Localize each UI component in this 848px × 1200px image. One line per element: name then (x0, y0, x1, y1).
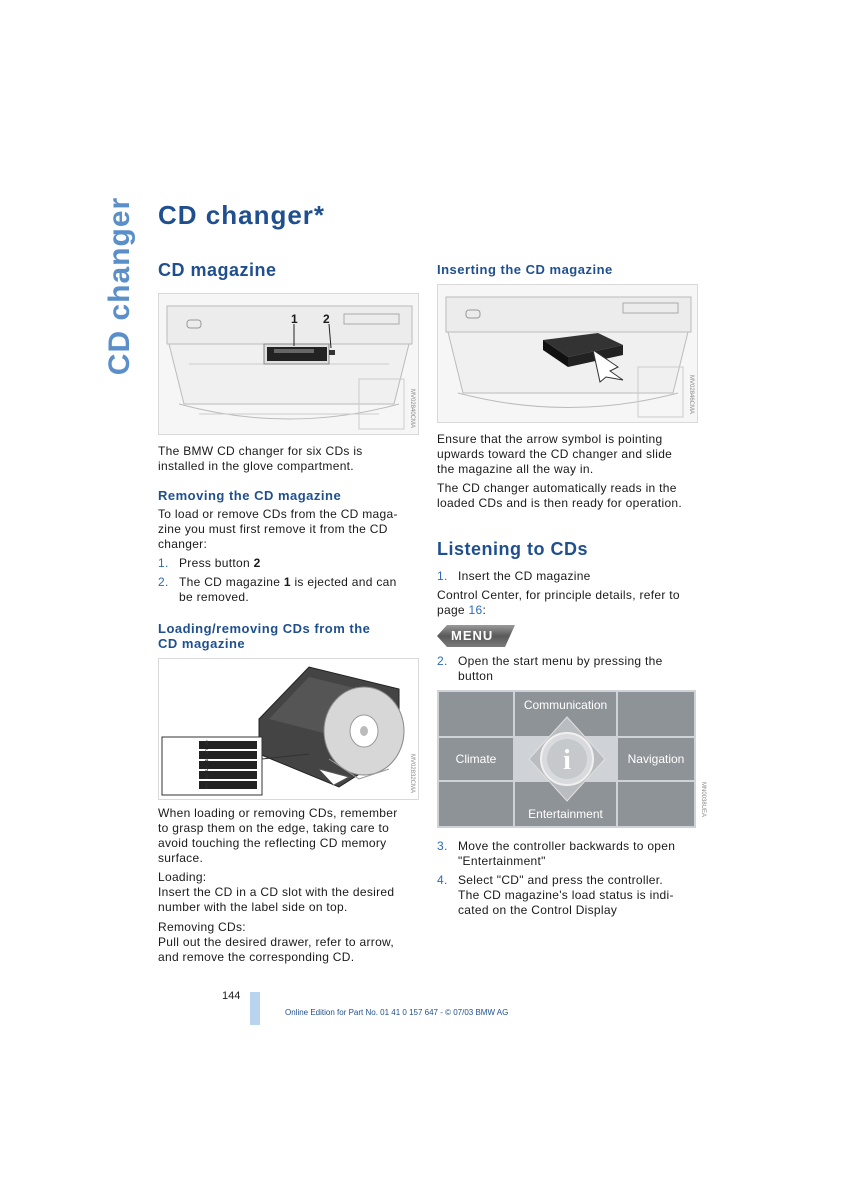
inserting-text: Ensure that the arrow symbol is pointing upwards toward the CD changer and slide the magazine all the way in. (437, 432, 673, 476)
cd-magazine-heading: CD magazine (158, 260, 277, 280)
glove-compartment-illustration (159, 294, 418, 434)
menu-button-graphic (437, 625, 515, 647)
insert-magazine-figure (437, 284, 698, 423)
slot-numbers: 6 5 4 3 2 1 (205, 741, 209, 790)
menu-climate[interactable]: Climate (439, 738, 513, 780)
menu-navigation[interactable]: Navigation (618, 738, 694, 780)
menu-cell-blank (618, 692, 694, 736)
listen-step-2: 2. Open the start menu by pressing the button (437, 654, 663, 683)
auto-read-text: The CD changer automatically reads in the loaded CDs and is then ready for operation. (437, 481, 683, 510)
side-chapter-title: CD changer (103, 196, 136, 376)
footer-text: Online Edition for Part No. 01 41 0 157 647 - © 07/03 BMW AG (285, 1008, 509, 1017)
loading-instructions: Loading: Insert the CD in a CD slot with the desired number with the label side on top. (158, 870, 395, 914)
remove-step-2: 2. The CD magazine 1 is ejected and can be removed. (158, 575, 397, 604)
menu-label: MENU (451, 628, 494, 643)
inserting-heading: Inserting the CD magazine (437, 262, 613, 277)
menu-communication[interactable]: Communication (515, 692, 616, 736)
glove-compartment-figure (158, 293, 419, 435)
listen-step-4: 4. Select "CD" and press the controller. The CD magazine's load status is indi- cated on the Control Display (437, 873, 674, 917)
loading-text: When loading or removing CDs, remember to grasp them on the edge, taking care to avoid touching the reflecting CD memory surface. (158, 806, 398, 865)
intro-text: The BMW CD changer for six CDs is installed in the glove compartment. (158, 444, 363, 473)
page-number: 144 (222, 990, 241, 1002)
figure-code: MV02832CMA (409, 754, 415, 794)
menu-cell-blank (439, 782, 513, 826)
removing-text: To load or remove CDs from the CD maga- zine you must first remove it from the CD changer: (158, 507, 398, 551)
magazine-figure (158, 658, 419, 800)
listening-heading: Listening to CDs (437, 539, 588, 559)
menu-cell-blank (618, 782, 694, 826)
removing-instructions: Removing CDs: Pull out the desired drawer, refer to arrow, and remove the corresponding CD. (158, 920, 394, 964)
listen-step-3: 3. Move the controller backwards to open "Entertainment" (437, 839, 676, 868)
figure-code: MN0038UEA (700, 782, 706, 818)
insert-magazine-illustration (438, 285, 697, 422)
controller-icon (527, 715, 607, 803)
removing-heading: Removing the CD magazine (158, 488, 342, 503)
page-marker-bar (250, 992, 260, 1025)
cd-magazine-illustration (159, 659, 418, 799)
listen-step-1: 1. Insert the CD magazine (437, 569, 591, 583)
menu-entertainment[interactable]: Entertainment (515, 782, 616, 826)
page-link[interactable]: 16 (468, 603, 483, 617)
figure-code: MV02846CMA (688, 375, 694, 415)
menu-cell-blank (439, 692, 513, 736)
figure-code: MV02840CMA (409, 389, 415, 429)
start-menu-screen (437, 690, 706, 828)
svg-text:i: i (563, 745, 571, 776)
control-center-ref: Control Center, for principle details, refer to page 16: (437, 588, 680, 617)
loading-heading: Loading/removing CDs from the CD magazine (158, 621, 371, 651)
remove-step-1: 1. Press button 2 (158, 556, 261, 570)
fig-label-2: 2 (323, 312, 330, 326)
fig-label-1: 1 (291, 312, 298, 326)
page-title: CD changer* (158, 200, 326, 230)
